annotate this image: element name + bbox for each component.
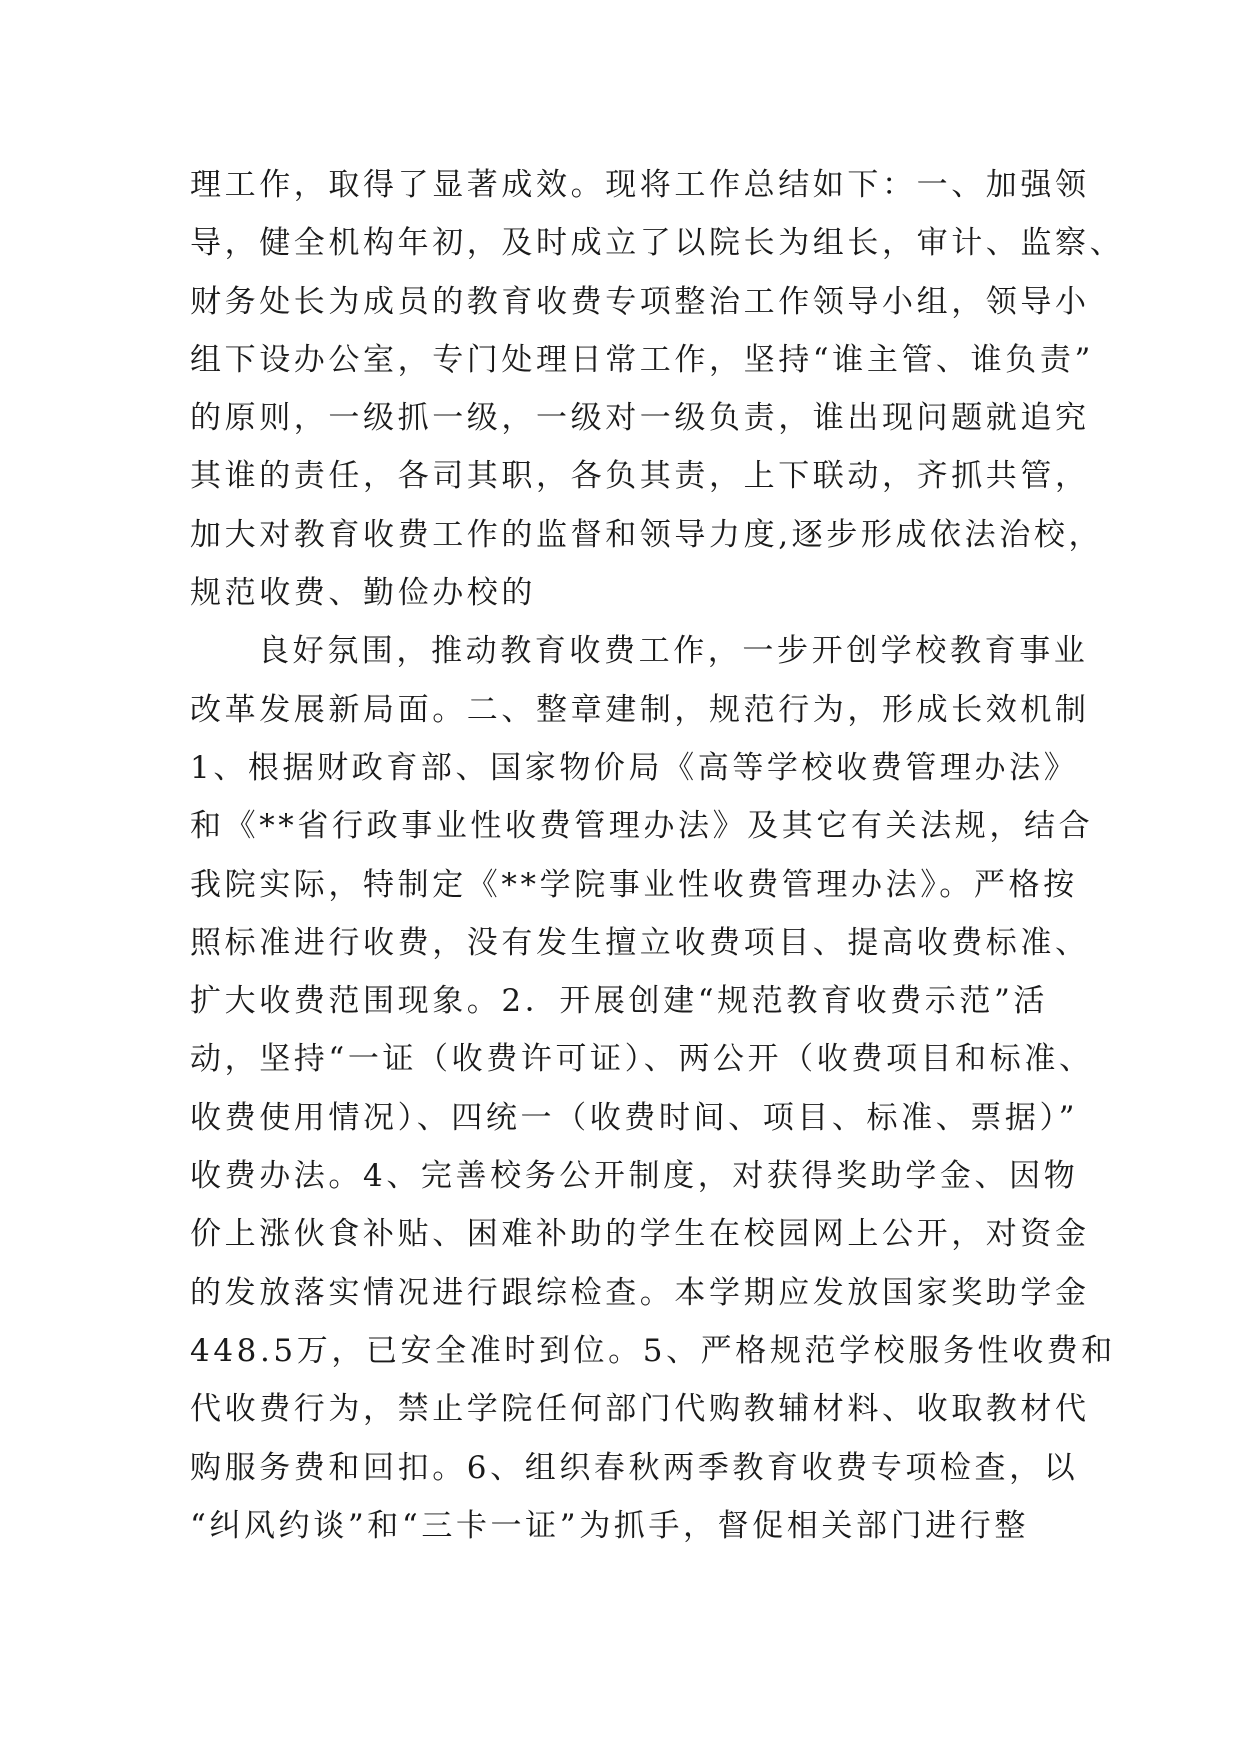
text-line: 改革发展新局面。二、整章建制，规范行为，形成长效机制	[190, 691, 1090, 728]
text-line: 扩大收费范围现象。2．开展创建“规范教育收费示范”活	[190, 983, 1049, 1020]
document-body	[190, 156, 1125, 1555]
text-line: 购服务费和回扣。6、组织春秋两季教育收费专项检查，以	[190, 1449, 1079, 1486]
text-line: 价上涨伙食补贴、困难补助的学生在校园网上公开，对资金	[190, 1216, 1090, 1253]
text-line: 组下设办公室，专门处理日常工作，坚持“谁主管、谁负责”	[190, 341, 1094, 378]
text-line: 动，坚持“一证（收费许可证）、两公开（收费项目和标准、	[190, 1041, 1094, 1078]
text-line: 收费办法。4、完善校务公开制度，对获得奖助学金、因物	[190, 1158, 1079, 1195]
text-line: 的原则，一级抓一级，一级对一级负责，谁出现问题就追究	[190, 400, 1090, 437]
paragraph-start-line: 良好氛围，推动教育收费工作，一步开创学校教育事业	[258, 633, 1089, 670]
text-line: 448.5万，已安全准时到位。5、严格规范学校服务性收费和	[190, 1332, 1116, 1369]
text-line: 理工作，取得了显著成效。现将工作总结如下：一、加强领	[190, 167, 1090, 203]
text-line: “纠风约谈”和“三卡一证”为抓手，督促相关部门进行整	[190, 1507, 1029, 1544]
text-line: 代收费行为，禁止学院任何部门代购教辅材料、收取教材代	[190, 1391, 1090, 1428]
text-line: 收费使用情况）、四统一（收费时间、项目、标准、票据）”	[190, 1099, 1079, 1136]
text-line: 规范收费、勤俭办校的	[190, 575, 536, 612]
text-line: 其谁的责任，各司其职，各负其责，上下联动，齐抓共管，	[190, 458, 1090, 495]
text-line: 的发放落实情况进行跟综检查。本学期应发放国家奖助学金	[190, 1274, 1090, 1311]
text-line: 加大对教育收费工作的监督和领导力度,逐步形成依法治校，	[190, 516, 1104, 553]
text-line: 财务处长为成员的教育收费专项整治工作领导小组，领导小	[190, 283, 1090, 320]
text-line: 照标准进行收费，没有发生擅立收费项目、提高收费标准、	[190, 924, 1090, 961]
text-line: 导，健全机构年初，及时成立了以院长为组长，审计、监察、	[190, 225, 1125, 262]
text-line: 和《**省行政事业性收费管理办法》及其它有关法规，结合	[190, 808, 1094, 845]
text-line: 我院实际，特制定《**学院事业性收费管理办法》。严格按	[190, 866, 1078, 903]
text-line: 1、根据财政育部、国家物价局《高等学校收费管理办法》	[190, 749, 1079, 786]
